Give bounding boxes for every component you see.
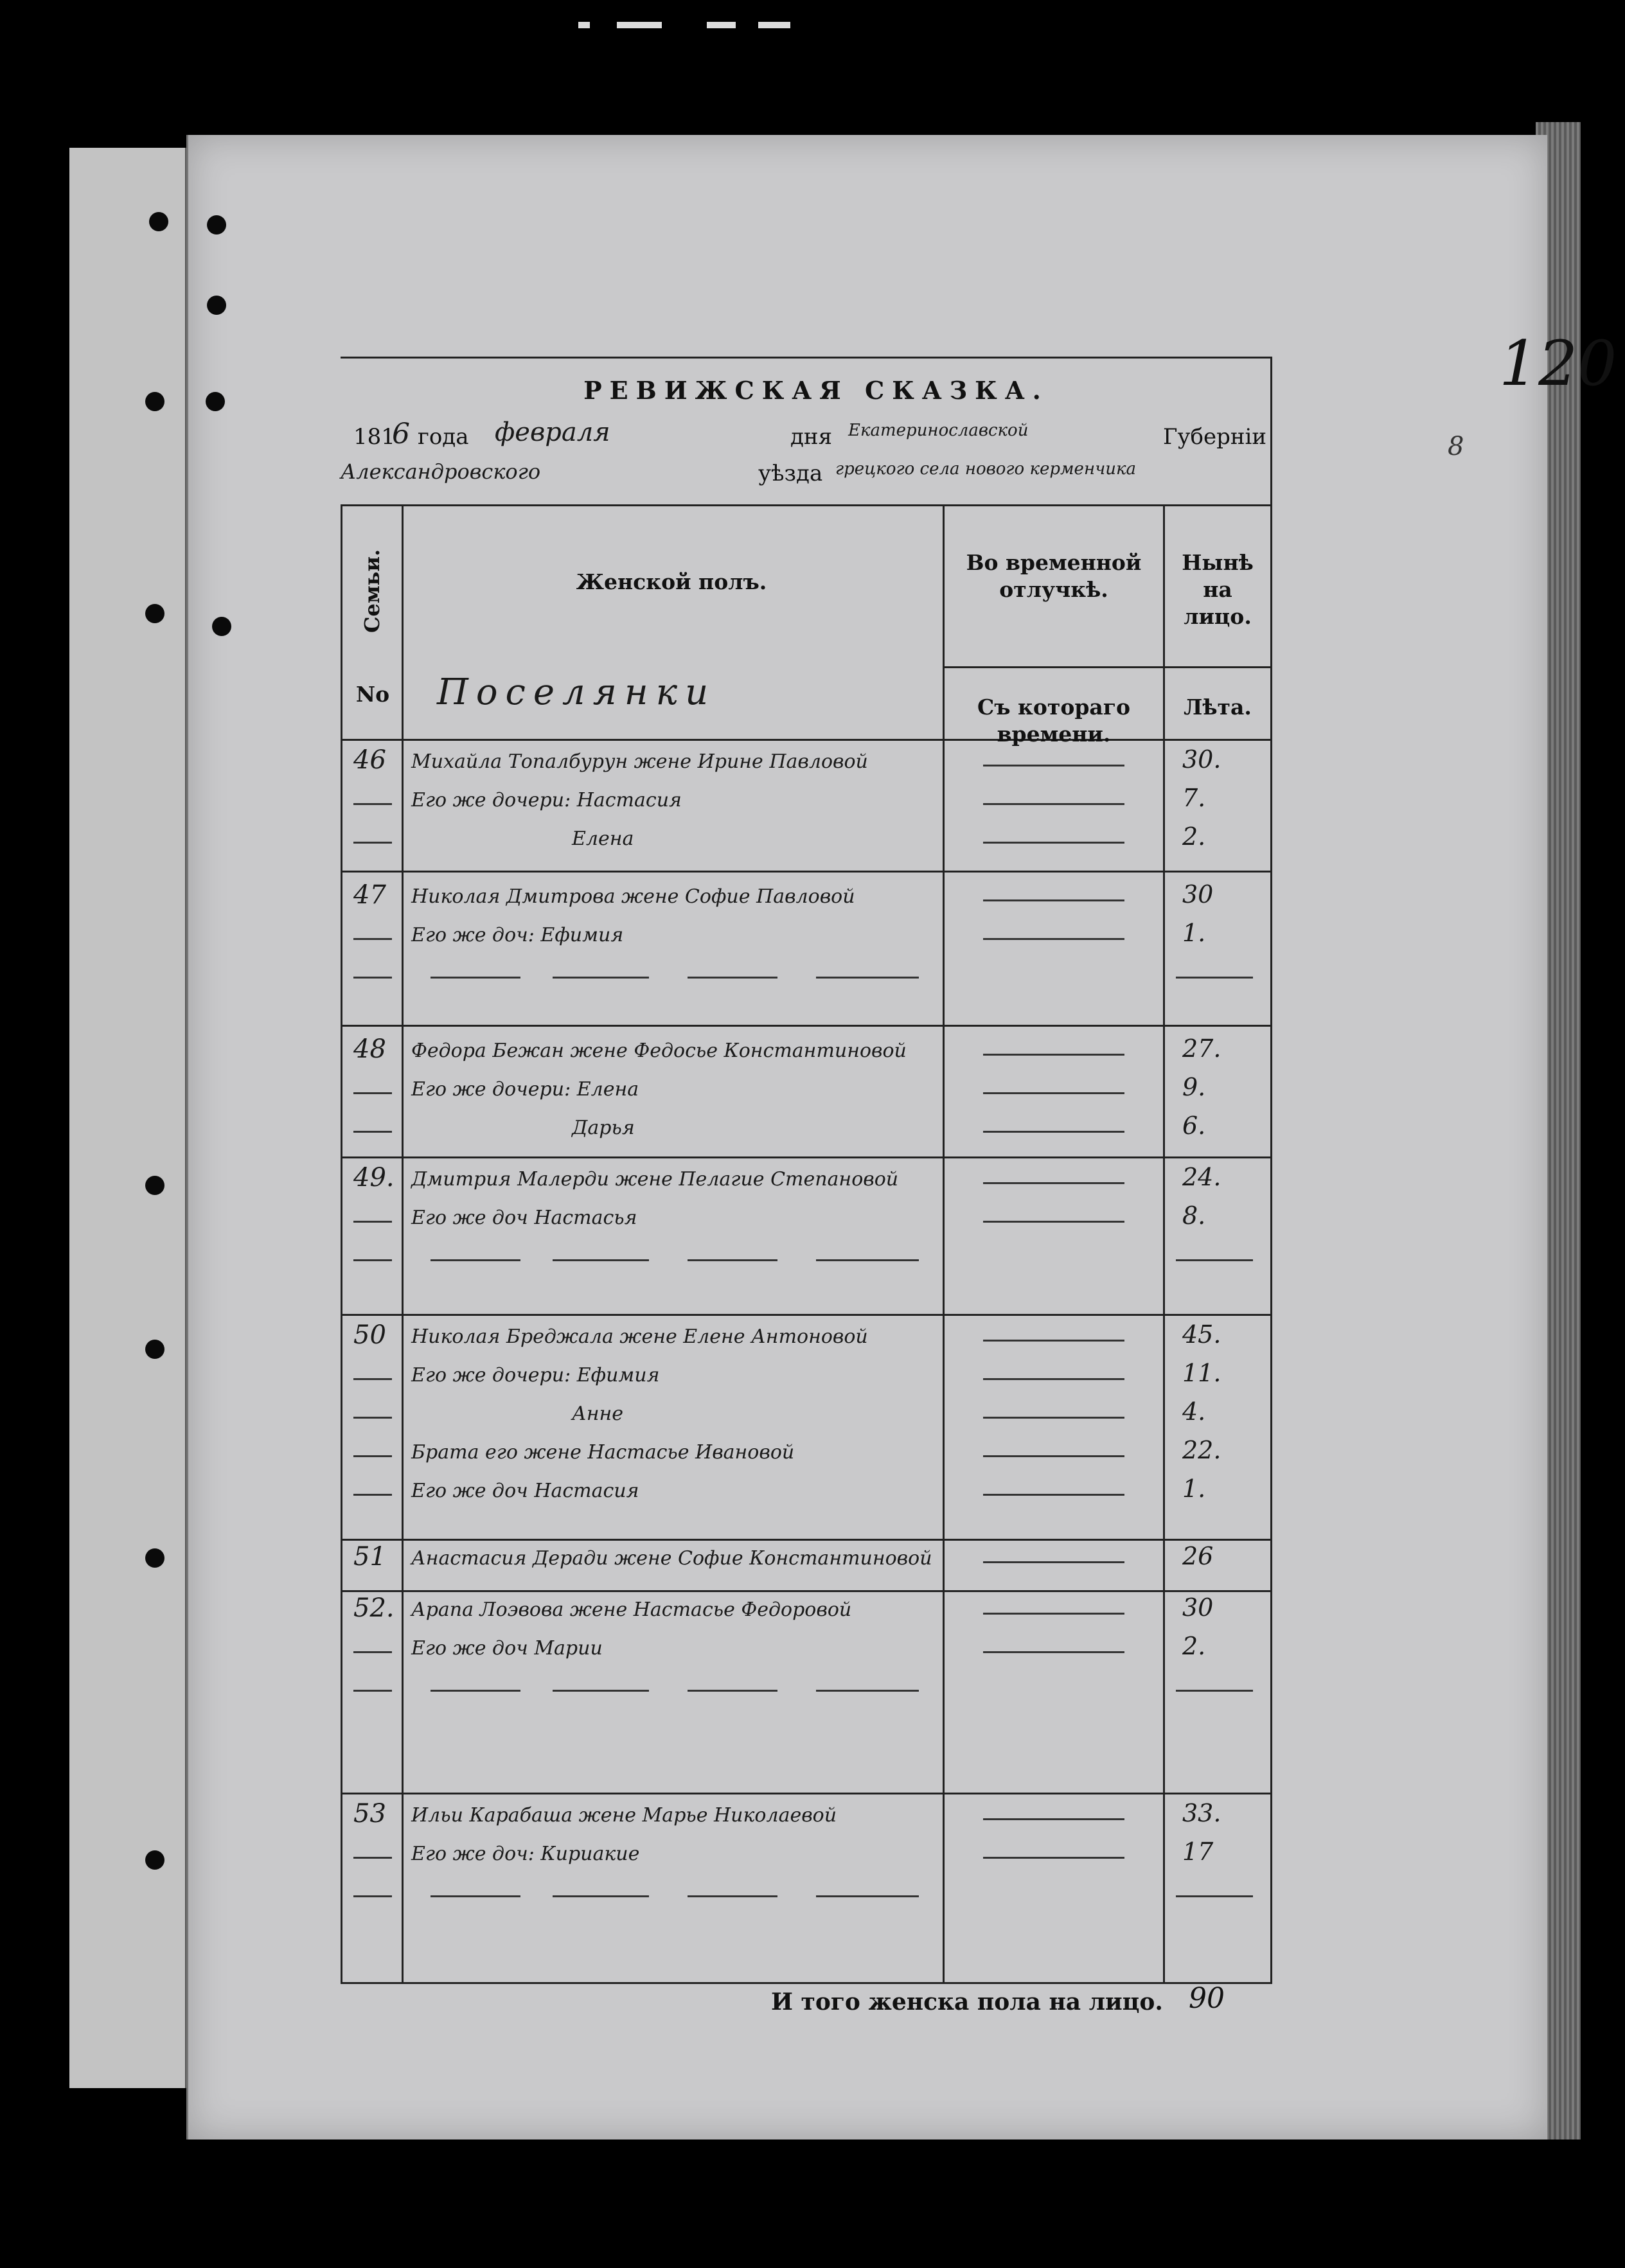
age-value: 30 (1182, 1593, 1214, 1622)
absence-column-header: Во временной отлучкѣ. (966, 550, 1142, 602)
family-row (341, 1542, 1292, 1590)
ditto-dash (353, 1131, 392, 1133)
absence-dash (983, 1221, 1124, 1223)
filler-dash (1176, 1895, 1253, 1897)
absence-dash (983, 1182, 1124, 1184)
age-value: 4. (1182, 1397, 1206, 1426)
absence-dash (983, 842, 1124, 844)
uezd-label: уѣзда (758, 461, 823, 486)
absence-dash (983, 1417, 1124, 1419)
filler-dash (1176, 1259, 1253, 1261)
person-entry: Николая Дмитрова жене Софие Павловой (411, 885, 855, 908)
absence-dash (983, 803, 1124, 805)
family-number: 52. (353, 1593, 395, 1623)
binding-hole (145, 1340, 164, 1359)
uezd-written: Александровского (341, 459, 541, 484)
binding-hole (145, 392, 164, 411)
binding-hole (207, 296, 226, 315)
filler-dash (816, 1895, 919, 1897)
person-entry: Его же дочери: Настасия (411, 789, 682, 811)
family-number: 50 (353, 1320, 386, 1350)
filler-dash (688, 1895, 777, 1897)
family-number: 51 (353, 1542, 386, 1572)
family-number: 46 (353, 745, 386, 775)
person-entry: Его же доч Марии (411, 1637, 603, 1660)
absence-dash (983, 1455, 1124, 1457)
absence-dash (983, 1561, 1124, 1563)
filler-dash (353, 1690, 392, 1692)
person-entry: Михайла Топалбурун жене Ирине Павловой (411, 750, 868, 773)
year-label: года (418, 424, 469, 450)
age-value: 45. (1182, 1320, 1221, 1349)
filler-dash (553, 977, 649, 979)
binding-hole (212, 617, 231, 636)
filler-dash (1176, 1690, 1253, 1692)
absence-dash (983, 1857, 1124, 1859)
binding-hole (145, 1176, 164, 1195)
family-number: 48 (353, 1034, 386, 1064)
binding-hole (145, 604, 164, 623)
revision-tale-form (341, 357, 1292, 1989)
filler-dash (353, 1895, 392, 1897)
ditto-dash (353, 803, 392, 805)
previous-page-strip (69, 148, 187, 2088)
years-column-header: Лѣта. (1184, 695, 1252, 720)
since-when-column-header: Съ котораго времени. (977, 695, 1131, 747)
ditto-dash (353, 1455, 392, 1457)
ditto-dash (353, 1092, 392, 1094)
absence-dash (983, 1378, 1124, 1380)
absence-dash (983, 1092, 1124, 1094)
absence-dash (983, 765, 1124, 766)
filler-dash (431, 1895, 520, 1897)
binding-hole (206, 392, 225, 411)
family-row (341, 1034, 1292, 1156)
age-value: 24. (1182, 1163, 1221, 1191)
age-value: 2. (1182, 822, 1206, 851)
age-value: 2. (1182, 1632, 1206, 1660)
filler-dash (816, 1259, 919, 1261)
absence-dash (983, 899, 1124, 901)
binding-hole (145, 1850, 164, 1870)
age-value: 1. (1182, 1475, 1206, 1503)
family-row (341, 1593, 1292, 1793)
age-value: 1. (1182, 919, 1206, 947)
row-separator (341, 1156, 1272, 1158)
row-separator (341, 1590, 1272, 1592)
filler-dash (431, 1259, 520, 1261)
family-row (341, 1320, 1292, 1539)
ditto-dash (353, 842, 392, 844)
gubernia-written: Екатеринославской (848, 421, 1029, 440)
row-separator (341, 1539, 1272, 1541)
person-entry: Его же доч: Кириакие (411, 1843, 640, 1865)
absence-dash (983, 1054, 1124, 1056)
page-number: 120 (1499, 328, 1617, 400)
year-prefix: 181 (353, 424, 395, 450)
filler-dash (816, 1690, 919, 1692)
person-entry: Арапа Лоэвова жене Настасье Федоровой (411, 1599, 852, 1621)
absence-dash (983, 1131, 1124, 1133)
age-value: 6. (1182, 1112, 1206, 1140)
person-entry: Анастасия Деради жене Софие Константиновой (411, 1547, 932, 1570)
ditto-dash (353, 1221, 392, 1223)
page-number-small: 8 (1448, 432, 1464, 461)
family-number: 53 (353, 1799, 386, 1829)
filler-dash (353, 1259, 392, 1261)
person-entry: Его же доч: Ефимия (411, 924, 624, 946)
age-value: 30 (1182, 880, 1214, 908)
filler-dash (553, 1690, 649, 1692)
family-row (341, 745, 1292, 871)
family-row (341, 1799, 1292, 1982)
absence-dash (983, 938, 1124, 940)
age-value: 22. (1182, 1436, 1221, 1464)
row-separator (341, 871, 1272, 873)
family-column-header: Семьи. (360, 549, 384, 633)
no-column-header: No (355, 682, 390, 707)
absence-dash (983, 1818, 1124, 1820)
age-value: 7. (1182, 784, 1206, 812)
age-value: 17 (1182, 1838, 1214, 1866)
form-title: РЕВИЖСКАЯ СКАЗКА. (583, 376, 1049, 405)
filler-dash (553, 1895, 649, 1897)
age-value: 33. (1182, 1799, 1221, 1827)
person-entry: Его же дочери: Елена (411, 1078, 639, 1101)
age-value: 30. (1182, 745, 1221, 774)
family-row (341, 1163, 1292, 1314)
female-column-header: Женской полъ. (576, 569, 767, 594)
gubernia-label: Губерніи (1163, 424, 1267, 450)
year-written: 6 (392, 418, 410, 450)
filler-dash (816, 977, 919, 979)
family-number: 47 (353, 880, 386, 910)
row-separator (341, 1314, 1272, 1316)
ditto-dash (353, 1651, 392, 1653)
person-entry: Ильи Карабаша жене Марье Николаевой (411, 1804, 837, 1827)
absence-dash (983, 1340, 1124, 1342)
binding-hole (149, 212, 168, 231)
total-value: 90 (1189, 1982, 1225, 2015)
person-entry: Брата его жене Настасье Ивановой (411, 1441, 795, 1464)
binding-hole (145, 1548, 164, 1568)
absence-dash (983, 1494, 1124, 1496)
present-column-header: Нынѣ на лицо. (1182, 550, 1254, 629)
total-label: И того женска пола на лицо. (771, 1989, 1163, 2016)
row-separator (341, 1982, 1272, 1984)
family-number: 49. (353, 1163, 395, 1192)
filler-dash (353, 977, 392, 979)
ditto-dash (353, 1417, 392, 1419)
person-entry: Николая Бреджала жене Елене Антоновой (411, 1325, 868, 1348)
person-entry: Его же доч Настасия (411, 1480, 639, 1502)
row-separator (341, 1025, 1272, 1027)
filler-dash (688, 1259, 777, 1261)
age-value: 26 (1182, 1542, 1214, 1570)
month-written: февраля (495, 418, 610, 447)
person-entry: Его же дочери: Ефимия (411, 1364, 660, 1386)
age-value: 8. (1182, 1201, 1206, 1230)
ditto-dash (353, 1378, 392, 1380)
absence-dash (983, 1651, 1124, 1653)
filler-dash (553, 1259, 649, 1261)
ditto-dash (353, 938, 392, 940)
filler-dash (1176, 977, 1253, 979)
village-written: грецкого села нового керменчика (835, 459, 1137, 479)
filler-dash (431, 1690, 520, 1692)
filler-dash (688, 1690, 777, 1692)
age-value: 9. (1182, 1073, 1206, 1101)
day-label: дня (790, 424, 833, 450)
row-separator (341, 1793, 1272, 1794)
filler-dash (688, 977, 777, 979)
person-entry: Федора Бежан жене Федосье Константиновой (411, 1040, 907, 1062)
settlers-heading: Поселянки (437, 671, 716, 713)
filler-dash (431, 977, 520, 979)
person-entry: Анне (572, 1403, 623, 1425)
person-entry: Дарья (572, 1117, 635, 1139)
person-entry: Дмитрия Малерди жене Пелагие Степановой (411, 1168, 899, 1191)
person-entry: Елена (572, 828, 634, 850)
ditto-dash (353, 1857, 392, 1859)
age-value: 11. (1182, 1359, 1221, 1387)
absence-dash (983, 1613, 1124, 1615)
person-entry: Его же доч Настасья (411, 1207, 637, 1229)
age-value: 27. (1182, 1034, 1221, 1063)
ditto-dash (353, 1494, 392, 1496)
family-row (341, 880, 1292, 1025)
binding-hole (207, 215, 226, 235)
